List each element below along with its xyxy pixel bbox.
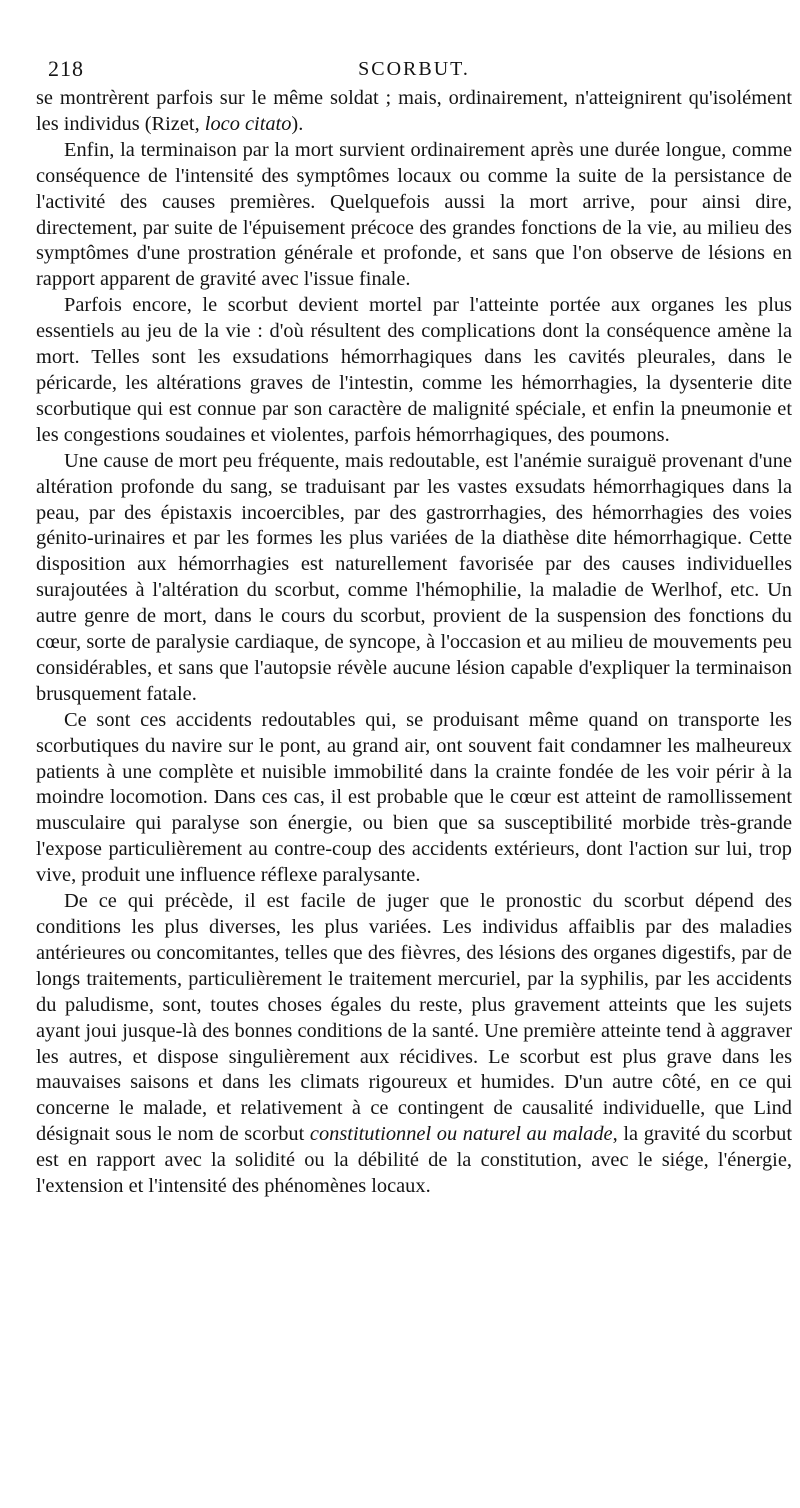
text-run: Ce sont ces accidents redoutables qui, se produisant même quand on transporte les scorbutiques du navire sur le pont, au grand air, ont souvent fait condamner les malheureux patients à une complète et nuisible immobilité dans la crainte fondée de les voir périr à la moindre locomotion. Dans ces cas, il est probable que le cœur est atteint de ramollissement musculaire qui paralyse son énergie, ou bien que sa susceptibilité morbide très-grande l'expose particulièrement au contre-coup des accidents extérieurs, dont l'action sur lui, trop vive, produit une influence réflexe paralysante.	[36, 708, 792, 887]
text-run: Une cause de mort peu fréquente, mais redoutable, est l'anémie suraiguë provenant d'une altération profonde du sang, se traduisant par les vastes exsudats hémorrhagiques dans la peau, par des épistaxis incoercibles, par des gastrorrhagies, des hémorrhagies des voies génito-urinaires et par les formes les plus variées de la diathèse dite hémorrhagique. Cette disposition aux hémorrhagies est naturellement favorisée par des causes individuelles surajoutées à l'altération du scorbut, comme l'hémophilie, la maladie de Werlhof, etc. Un autre genre de mort, dans le cours du scorbut, provient de la suspension des fonctions du cœur, sorte de paralysie cardiaque, de syncope, à l'occasion et au milieu de mouvements peu considérables, et sans que l'autopsie révèle aucune lésion capable d'expliquer la terminaison brusquement fatale.	[36, 449, 792, 705]
paragraph	[36, 293, 792, 448]
page-number: 218	[48, 56, 84, 81]
text-run: Enfin, la terminaison par la mort survient ordinairement après une durée longue, comme conséquence de l'intensité des symptômes locaux ou comme la suite de la persistance de l'activité des causes premières. Quelquefois aussi la mort arrive, pour ainsi dire, directement, par suite de l'épuisement précoce des grandes fonctions de la vie, au milieu des symptômes d'une prostration générale et profonde, et sans que l'on observe de lésions en rapport apparent de gravité avec l'issue finale.	[36, 138, 792, 291]
italic-run: loco citato	[204, 112, 292, 135]
italic-run: constitutionnel ou naturel au malade	[309, 1123, 613, 1146]
paragraph	[36, 138, 792, 293]
text-run: se montrèrent parfois sur le même soldat ; mais, ordinairement, n'atteignirent qu'isolément les individus (Rizet,	[36, 87, 792, 135]
body-text	[36, 86, 792, 1200]
paragraph	[36, 86, 792, 138]
book-page	[36, 52, 792, 1200]
paragraph	[36, 889, 792, 1200]
text-run: , la gravité du scorbut est en rapport avec la solidité ou la débilité de la constitution, avec le siége, l'énergie, l'extension et l'intensité des phénomènes locaux.	[36, 1123, 792, 1198]
text-run: De ce qui précède, il est facile de juger que le pronostic du scorbut dépend des conditions les plus diverses, les plus variées. Les individus affaiblis par des maladies antérieures ou concomitantes, telles que des fièvres, des lésions des organes digestifs, par de longs traitements, particulièrement le traitement mercuriel, par la syphilis, par les accidents du paludisme, sont, toutes choses égales du reste, plus gravement atteints que les sujets ayant joui jusque-là des bonnes conditions de la santé. Une première atteinte tend à aggraver les autres, et dispose singulièrement aux récidives. Le scorbut est plus grave dans les mauvaises saisons et dans les climats rigoureux et humides. D'un autre côté, en ce qui concerne le malade, et relativement à ce contingent de causalité individuelle, que Lind désignait sous le nom de scorbut	[36, 890, 792, 1146]
paragraph	[36, 449, 792, 708]
text-run: Parfois encore, le scorbut devient mortel par l'atteinte portée aux organes les plus essentiels au jeu de la vie : d'où résultent des complications dont la conséquence amène la mort. Telles sont les exsudations hémorrhagiques dans les cavités pleurales, dans le péricarde, les altérations graves de l'intestin, comme les hémorrhagies, la dysenterie dite scorbutique qui est connue par son caractère de malignité spéciale, et enfin la pneumonie et les congestions soudaines et violentes, parfois hémorrhagiques, des poumons.	[36, 294, 792, 446]
running-head: SCORBUT.	[358, 58, 470, 80]
page-header	[36, 52, 792, 86]
text-run: ).	[291, 112, 304, 135]
paragraph	[36, 708, 792, 889]
